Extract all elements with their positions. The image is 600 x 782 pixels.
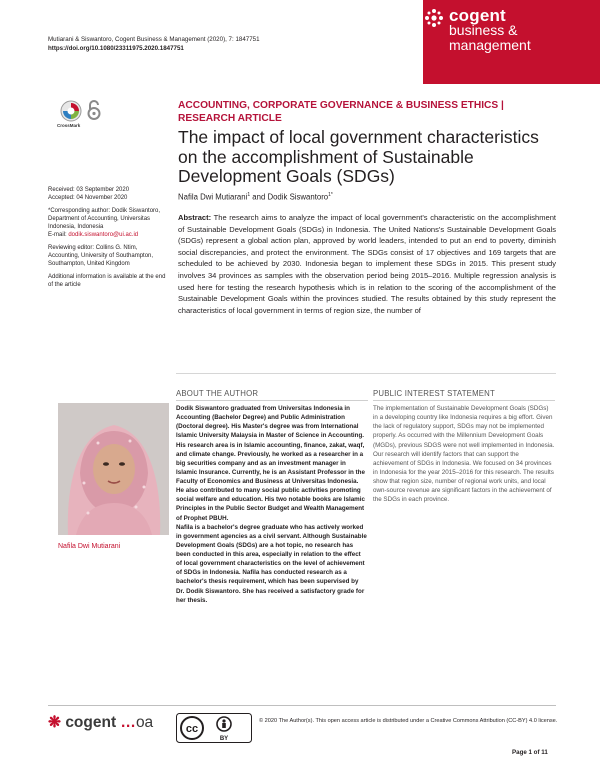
creative-commons-license-icon[interactable] [176,713,252,743]
photo-caption: Nafila Dwi Mutiarani [58,543,121,550]
about-author-heading: ABOUT THE AUTHOR [176,389,259,398]
author-conjunction: and [252,192,266,202]
abstract-label: Abstract: [178,213,212,222]
author-email-link[interactable]: dodik.siswantoro@ui.ac.id [68,232,139,239]
brand-word-cogent: cogent [449,6,506,25]
article-metadata-sidebar [48,186,166,293]
citation-text: Mutiarani & Siswantoro, Cogent Business & Management (2020), 7: 1847751 [48,36,260,43]
page-number: Page 1 of 11 [512,749,548,756]
citation-header [48,35,260,53]
by-symbol-text: BY [219,736,229,742]
author-name[interactable]: Nafila Dwi Mutiarani [178,192,248,202]
open-access-lock-icon [87,99,101,121]
brand-word-management: management [449,37,531,53]
email-label: E-mail: [48,232,67,239]
cogent-oa-logo[interactable] [48,713,153,732]
public-interest-heading-rule [373,400,555,401]
cogent-oa-word: cogent [65,714,117,731]
article-title: The impact of local government characteristics on the accomplishment of Sustainable Development Goals (SDGs) [178,127,539,186]
journal-brand-name [449,8,531,53]
section-divider [176,373,556,374]
about-paragraph-1: Dodik Siswantoro graduated from Universitas Indonesia in Accounting (Bachelor Degree) and Public Administration (Doctoral degree). His Master's degree was from International Islamic University Malaysia in Master of Science in Accounting. His research area is in Islamic accounting, finance, zakat, waqf, and climate change. Previously, he worked as a researcher in a big securities company and as an investment manager in Islamic Insurance. Currently, he is an Assistant Professor in the Faculty of Economics and Business at Universitas Indonesia. He also contributed to many social public activities promoting social welfare and education. His two notable books are Islamic Principles in the Public Sector Budget and Wealth Management of Prophet PBUH. [176,405,365,522]
additional-info-note: Additional information is available at the end of the article [48,273,166,288]
crossmark-label: CrossMark [57,123,81,128]
abstract [178,212,556,316]
about-author-text [176,404,368,605]
brand-word-business: business & [449,22,518,38]
article-section-tag: ACCOUNTING, CORPORATE GOVERNANCE & BUSINESS ETHICS | RESEARCH ARTICLE [178,100,504,124]
author-affiliation-mark: 1 [247,192,251,198]
footer-rule [48,705,556,706]
cogent-oa-arrow-icon: … [116,714,136,731]
about-heading-rule [176,400,368,401]
cogent-logo-icon [424,8,444,28]
cogent-oa-dots-icon: ❋ [48,714,61,731]
author-line [178,192,333,202]
corresponding-author: *Corresponding author: Dodik Siswantoro, Department of Accounting, Universitas Indonesia, Indonesia [48,207,161,231]
public-interest-text: The implementation of Sustainable Development Goals (SDGs) in a developing country like Indonesia requires a big effort. Given the lack of regulatory support, SDGs may not be implemented properly. As occurred with the Millennium Development Goals (MGDs), previous SDGS were not well implemented in Indonesia. Our research will identify factors that can support the achievement of SDGs in Indonesia. We focused on 34 provinces in Indonesia for the year 2015–2016 for this research. The results show that region size, number of regional work units, and local own-source revenue are significant factors in the achievement of the SDGs in each province. [373,405,555,504]
about-paragraph-2: Nafila is a bachelor's degree graduate who has actively worked in government agencies as a civil servant. Although Sustainable Development Goals (SDGs) are a hot topic, no research has been conducted in this area, especially in relation to the effect of local government characteristics on the level of achievement of SDGs in Indonesia. Nafila has conducted research as a bachelor's thesis requirement, which has been supervised by Dr. Dodik Siswantoro. She has received a satisfactory grade for her thesis. [176,523,367,604]
accepted-date: Accepted: 04 November 2020 [48,195,128,202]
reviewing-editor: Reviewing editor: Collins G. Ntim, Accounting, University of Southampton, Southampton, United Kingdom [48,244,154,268]
author-affiliation-mark: 1* [328,192,333,198]
abstract-text: The research aims to analyze the impact of local government's characteristic on the accomplishment of Sustainable Development Goals (SDGs) in Indonesia. The United Nations's Sustainable Development Goals (SDGs) represent a global action plan, approved by world leaders, intended to put an end to poverty, diminish social discrepancies, and protect the environment. The SDGs consist of 17 objectives and 169 targets that are scheduled to be achieved by 2030. Indonesia began to implement these SDGs in 2015. This present study involves 34 provinces as samples with the observation period being 2015–2016. Multiple regression analysis is used here for testing the research hypothesis which is in relation to the scoring of the accomplishment of the Sustainable Development Goals within the provinces studied. The results obtained by this study represent the characteristics of local government in terms of region size, the number of [178,213,556,315]
author-photo [58,403,169,535]
cc-symbol-text: cc [185,723,199,735]
doi-link[interactable]: https://doi.org/10.1080/23311975.2020.1847751 [48,45,184,52]
cogent-oa-suffix: oa [135,714,154,731]
public-interest-heading: PUBLIC INTEREST STATEMENT [373,389,495,398]
author-name[interactable]: Dodik Siswantoro [267,192,329,202]
crossmark-icon[interactable] [60,100,82,122]
author-portrait-image [58,403,169,535]
received-date: Received: 03 September 2020 [48,187,130,193]
license-statement: © 2020 The Author(s). This open access article is distributed under a Creative Commons Attribution (CC-BY) 4.0 license. [259,718,558,724]
